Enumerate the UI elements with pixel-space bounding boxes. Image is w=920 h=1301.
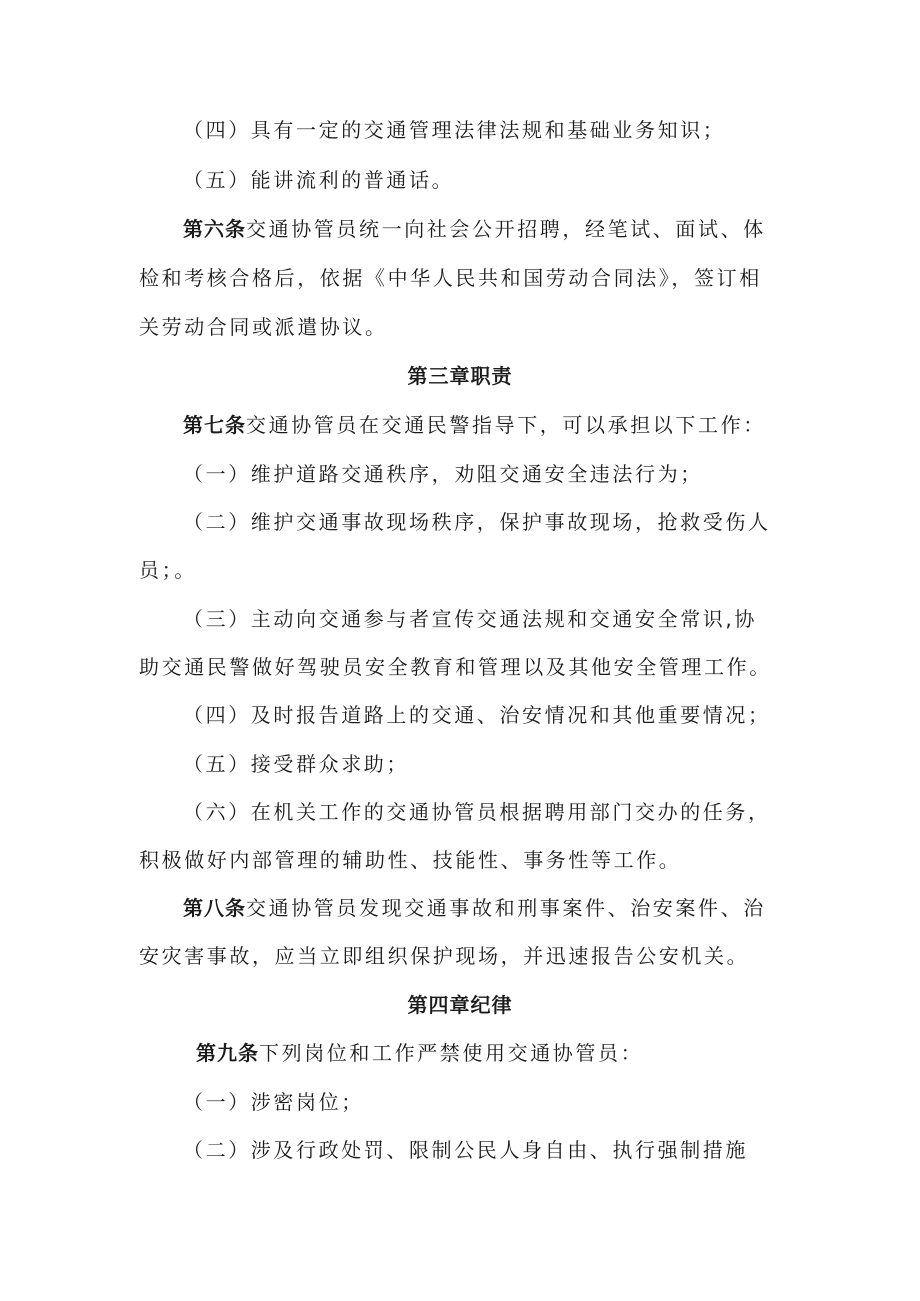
article-7-item-6-line-2: 积极做好内部管理的辅助性、技能性、事务性等工作。 xyxy=(139,848,682,872)
article-7-item-2-line-2: 员；。 xyxy=(139,558,197,582)
article-9-title: 第九条 xyxy=(196,1041,259,1065)
article-9-item-2: （二）涉及行政处罚、限制公民人身自由、执行强制措施 xyxy=(183,1138,748,1162)
article-9-line-1 xyxy=(196,1039,796,1067)
paragraph-qualification-5: （五）能讲流利的普通话。 xyxy=(183,168,455,192)
article-7-item-3-line-2: 助交通民警做好驾驶员安全教育和管理以及其他安全管理工作。 xyxy=(139,655,772,679)
article-6-text: 交通协管员统一向社会公开招聘，经笔试、面试、体 xyxy=(246,217,766,241)
chapter-4-heading: 第四章纪律 xyxy=(407,993,513,1017)
article-7-item-4: （四）及时报告道路上的交通、治安情况和其他重要情况； xyxy=(183,703,771,727)
article-9-item-1: （一）涉密岗位； xyxy=(183,1090,364,1114)
article-6-line-2: 检和考核合格后，依据《中华人民共和国劳动合同法》，签订相 xyxy=(139,266,762,290)
article-6-line-1 xyxy=(183,215,803,243)
article-7-item-2-line-1: （二）维护交通事故现场秩序，保护事故现场，抢救受伤人 xyxy=(183,510,771,534)
paragraph-qualification-4: （四）具有一定的交通管理法律法规和基础业务知识； xyxy=(183,118,726,142)
article-7-item-6-line-1: （六）在机关工作的交通协管员根据聘用部门交办的任务， xyxy=(183,800,771,824)
article-6-title: 第六条 xyxy=(183,217,246,241)
article-7-item-1: （一）维护道路交通秩序，劝阻交通安全违法行为； xyxy=(183,462,703,486)
article-8-line-1 xyxy=(183,894,803,922)
article-7-item-5: （五）接受群众求助； xyxy=(183,752,409,776)
chapter-3-heading: 第三章职责 xyxy=(407,364,513,388)
article-6-line-3: 关劳动合同或派遣协议。 xyxy=(139,315,388,339)
article-7-item-3-line-1: （三）主动向交通参与者宣传交通法规和交通安全常识,协 xyxy=(183,607,757,631)
article-9-text: 下列岗位和工作严禁使用交通协管员： xyxy=(259,1041,644,1065)
article-7-line-1 xyxy=(183,411,803,439)
article-8-title: 第八条 xyxy=(183,896,246,920)
article-8-text: 交通协管员发现交通事故和刑事案件、治安案件、治 xyxy=(246,896,766,920)
article-8-line-2: 安灾害事故，应当立即组织保护现场，并迅速报告公安机关。 xyxy=(139,944,750,968)
article-7-title: 第七条 xyxy=(183,413,246,437)
article-7-text: 交通协管员在交通民警指导下，可以承担以下工作： xyxy=(246,413,766,437)
